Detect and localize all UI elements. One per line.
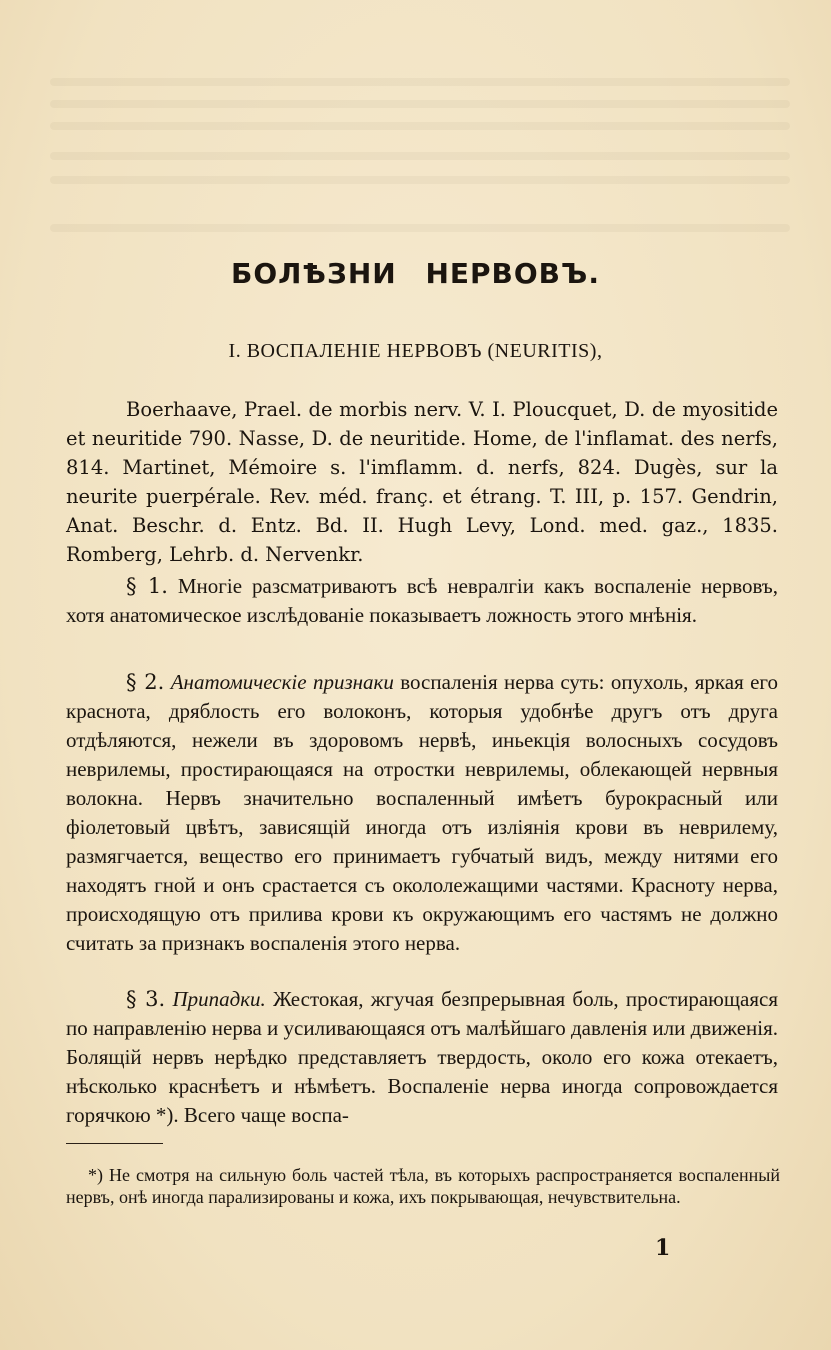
bleed-through-line: [50, 78, 790, 86]
paragraph-text: Жестокая, жгучая безпрерывная боль, простирающаяся по направленію нерва и усиливающаяся отъ малѣйшаго давленія или движенія. Болящій нервъ нерѣдко представляетъ твердость, около его кожа отекаетъ, нѣсколько краснѣетъ и нѣмѣетъ. Воспаленіе нерва иногда сопровождается горячкою *). Всего чаще воспа-: [66, 987, 779, 1127]
section-heading: I. ВОСПАЛЕНІЕ НЕРВОВЪ (NEURITIS),: [228, 340, 603, 362]
page-title: БОЛѢЗНИ НЕРВОВЪ.: [231, 257, 600, 290]
section-number: § 2.: [126, 670, 165, 694]
page-number: 1: [655, 1235, 671, 1261]
paragraph-section-2: [66, 668, 778, 958]
paragraph-text: воспаленія нерва суть: опухоль, яркая его краснота, дряблость его волоконъ, которыя удобнѣе другъ отъ друга отдѣляются, нежели въ здоровомъ нервѣ, иньекція волосныхъ сосудовъ неврилемы, простирающаяся на отростки неврилемы, облекающей нервныя волокна. Нервъ значительно воспаленный имѣетъ бурокрасный или фіолетовый цвѣтъ, зависящій иногда отъ изліянія крови въ неврилему, размягчается, вещество его принимаетъ губчатый видъ, между нитями его находятъ гной и онъ срастается съ окололежащими частями. Красноту нерва, происходящую отъ прилива крови къ окружающимъ его частямъ не должно считать за признакъ воспаленія этого нерва.: [66, 670, 779, 955]
section-number: § 3.: [126, 987, 166, 1011]
bibliography-text: Boerhaave, Prael. de morbis nerv. V. I. Ploucquet, D. de myositide et neuritide 790. Nasse, D. de neuritide. Home, de l'inflamat. des nerfs, 814. Martinet, Mémoire s. l'imflamm. d. nerfs, 824. Dugès, sur la neurite puerpérale. Rev. méd. franç. et étrang. T. III, p. 157. Gendrin, Anat. Beschr. d. Entz. Bd. II. Hugh Levy, Lond. med. gaz., 1835. Romberg, Lehrb. d. Nervenkr.: [66, 398, 778, 566]
footnote-divider: [66, 1143, 163, 1144]
footnote-text: *) Не смотря на сильную боль частей тѣла, въ которыхъ распространяется воспаленный нервъ, онѣ иногда парализированы и кожа, ихъ покрывающая, нечувствительна.: [66, 1165, 780, 1207]
bleed-through-line: [50, 100, 790, 108]
paragraph-section-3: [66, 985, 778, 1130]
bleed-through-line: [50, 152, 790, 160]
section-italic-heading: Припадки.: [172, 987, 266, 1011]
footnote: [66, 1164, 780, 1208]
section-number: § 1.: [126, 574, 168, 598]
bibliography-paragraph: [66, 395, 778, 569]
paragraph-section-1: [66, 572, 778, 630]
section-italic-heading: Анатомическіе признаки: [170, 670, 394, 694]
bleed-through-line: [50, 176, 790, 184]
bleed-through-line: [50, 122, 790, 130]
bleed-through-line: [50, 224, 790, 232]
paragraph-text: Многіе разсматриваютъ всѣ невралгіи какъ воспаленіе нервовъ, хотя анатомическое изслѣдованіе показываетъ ложность этого мнѣнія.: [66, 574, 779, 627]
